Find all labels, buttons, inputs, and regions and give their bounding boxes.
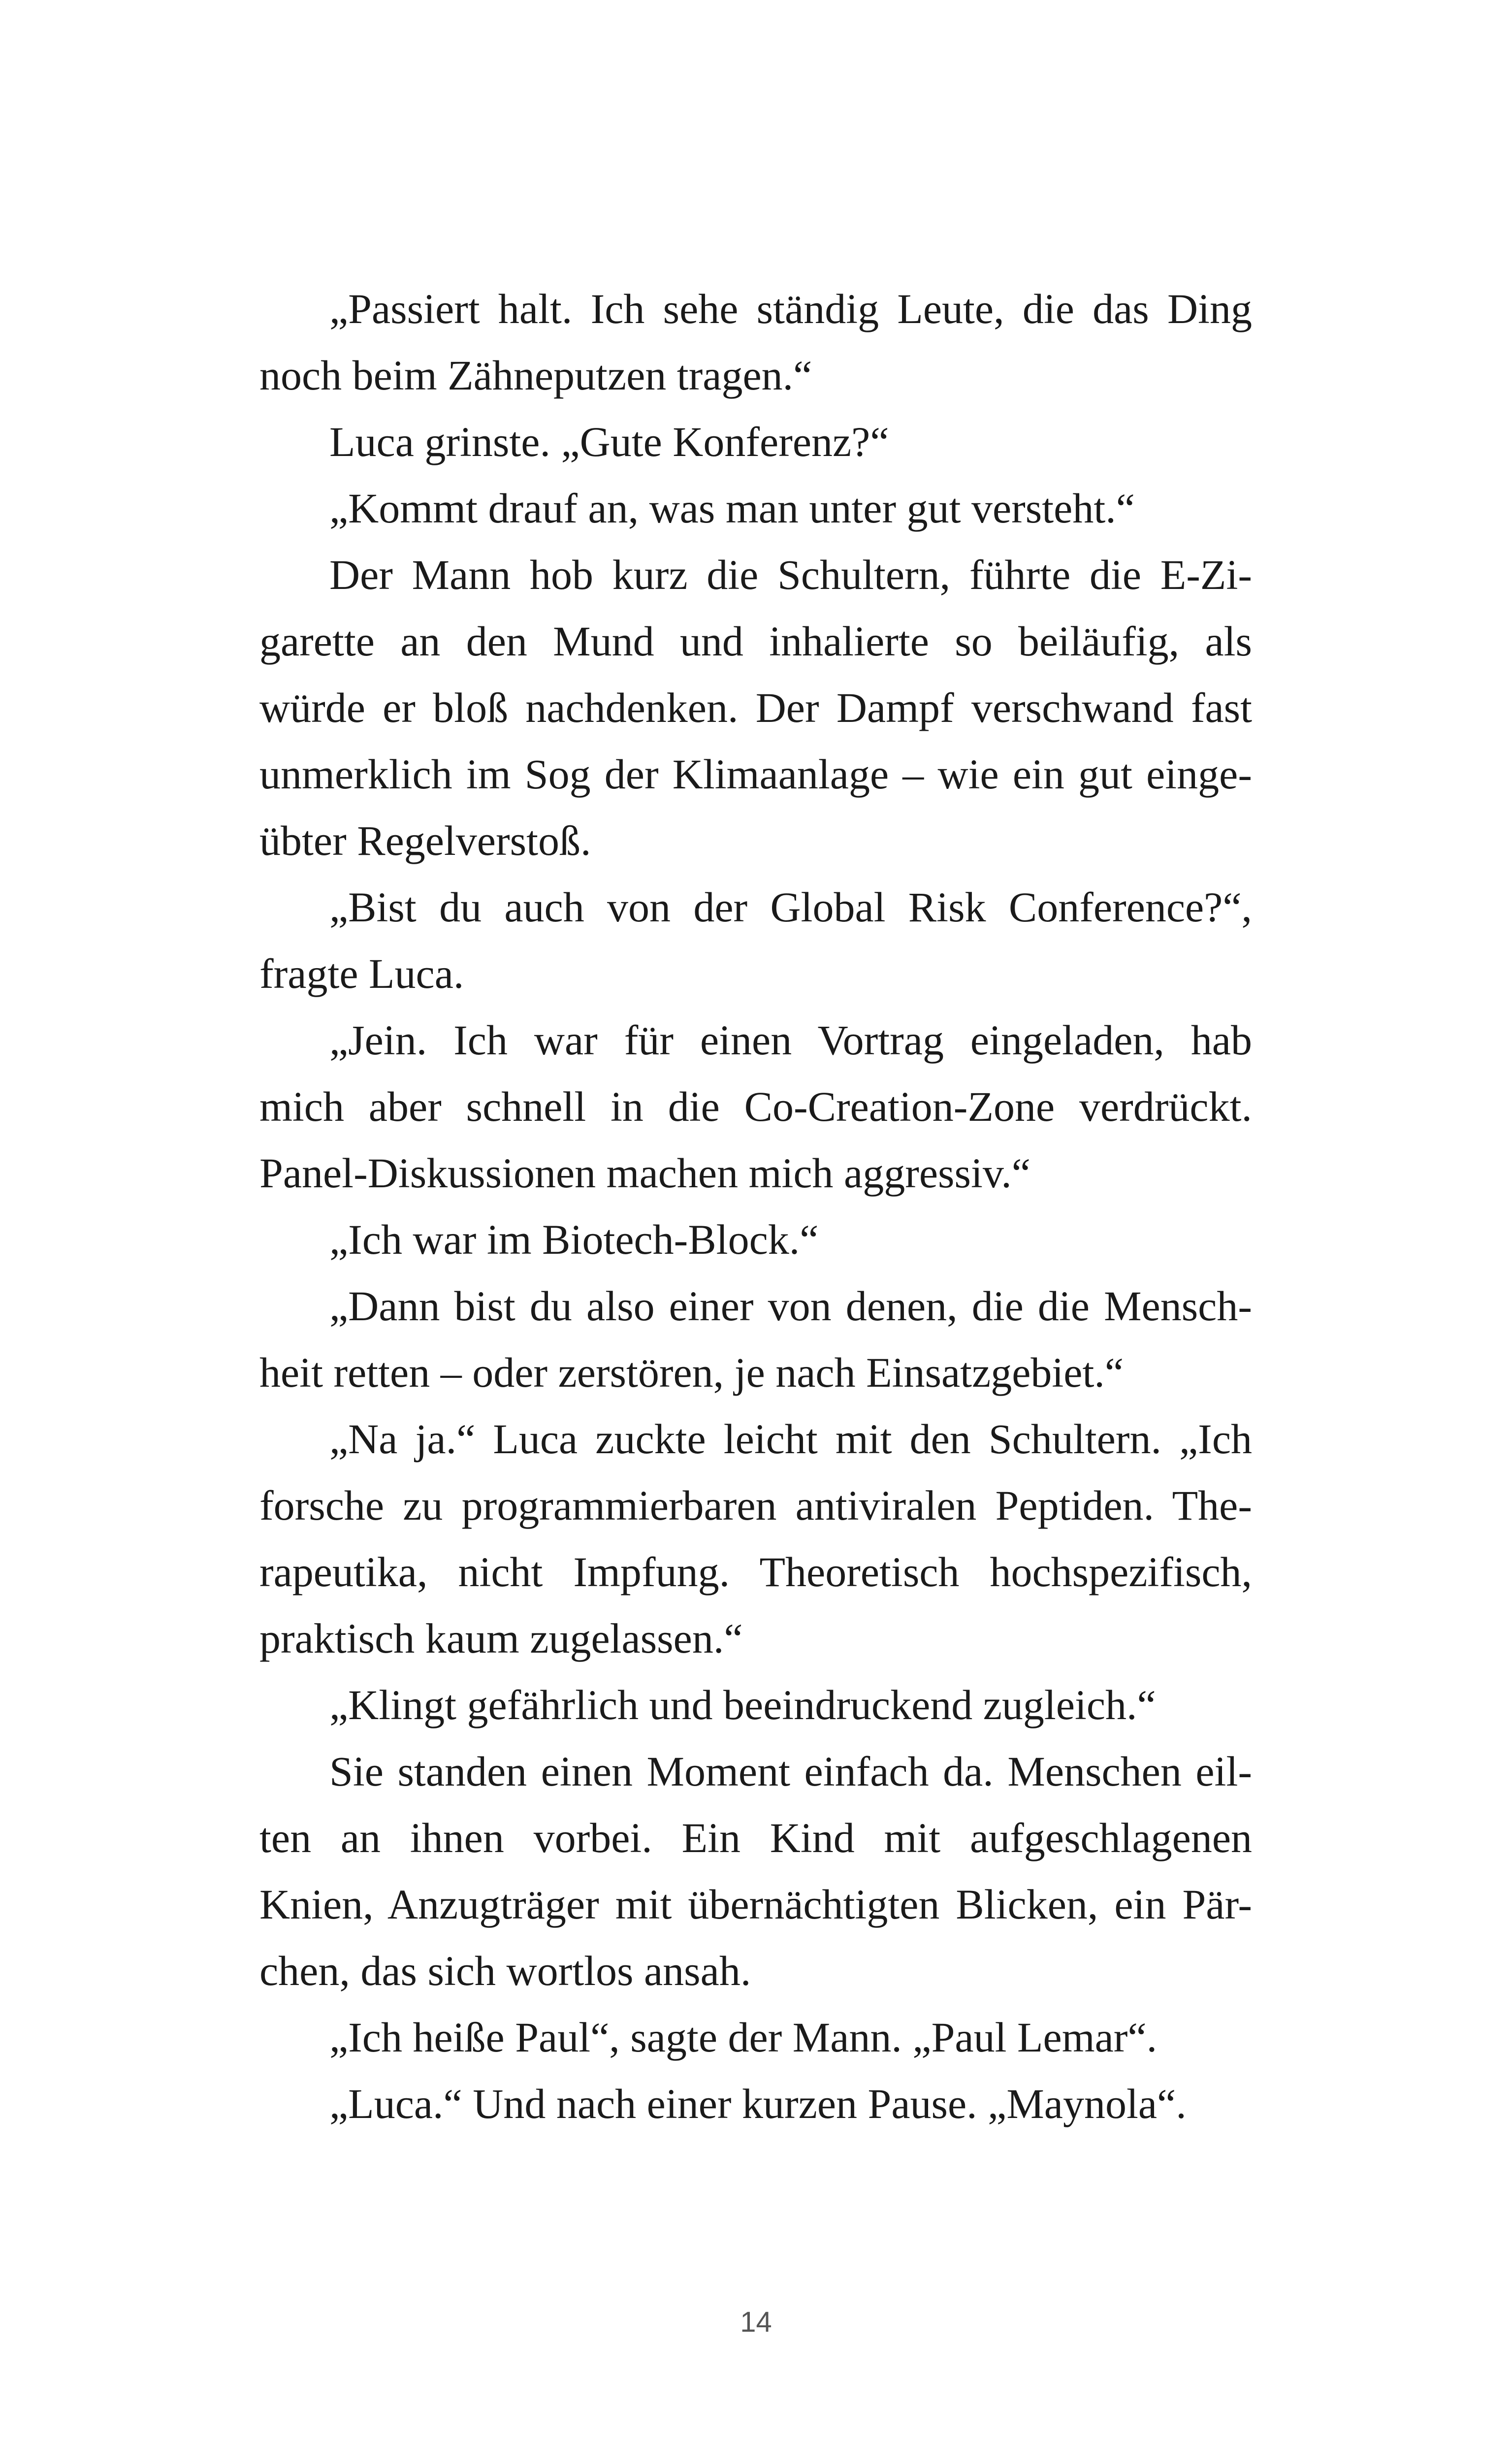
- body-text: [259, 276, 1252, 2137]
- text-line: chen, das sich wortlos ansah.: [259, 1947, 751, 1994]
- text-line: noch beim Zähneputzen tragen.“: [259, 352, 812, 399]
- text-line: forsche zu programmierbaren antiviralen Peptiden. The-: [259, 1482, 1252, 1529]
- text-line: „Ich heiße Paul“, sagte der Mann. „Paul Lemar“.: [329, 2014, 1158, 2061]
- text-line: übter Regelverstoß.: [259, 817, 591, 864]
- text-line: Panel-Diskussionen machen mich aggressiv.“: [259, 1149, 1030, 1197]
- text-line: Der Mann hob kurz die Schultern, führte die E-Zi-: [329, 551, 1252, 598]
- text-line: rapeutika, nicht Impfung. Theoretisch hochspezifisch,: [259, 1548, 1252, 1596]
- text-line: Luca grinste. „Gute Konferenz?“: [329, 418, 889, 465]
- text-line: „Ich war im Biotech-Block.“: [329, 1216, 819, 1263]
- text-line: „Luca.“ Und nach einer kurzen Pause. „Maynola“.: [329, 2080, 1187, 2127]
- text-line: Knien, Anzugträger mit übernächtigten Blicken, ein Pär-: [259, 1881, 1252, 1928]
- text-line: heit retten – oder zerstören, je nach Einsatzgebiet.“: [259, 1349, 1124, 1396]
- text-line: „Na ja.“ Luca zuckte leicht mit den Schultern. „Ich: [329, 1415, 1252, 1463]
- text-line: praktisch kaum zugelassen.“: [259, 1615, 743, 1662]
- text-line: „Dann bist du also einer von denen, die die Mensch-: [329, 1282, 1252, 1330]
- text-line: ten an ihnen vorbei. Ein Kind mit aufgeschlagenen: [259, 1814, 1252, 1861]
- text-line: Sie standen einen Moment einfach da. Menschen eil-: [329, 1748, 1252, 1795]
- text-line: „Kommt drauf an, was man unter gut versteht.“: [329, 485, 1135, 532]
- text-line: unmerklich im Sog der Klimaanlage – wie ein gut einge-: [259, 750, 1252, 798]
- text-line: „Bist du auch von der Global Risk Conference?“,: [329, 883, 1252, 931]
- text-line: fragte Luca.: [259, 950, 464, 997]
- text-line: würde er bloß nachdenken. Der Dampf verschwand fast: [259, 684, 1252, 731]
- text-line: „Jein. Ich war für einen Vortrag eingeladen, hab: [329, 1016, 1252, 1064]
- text-line: garette an den Mund und inhalierte so beiläufig, als: [259, 618, 1252, 665]
- text-line: „Passiert halt. Ich sehe ständig Leute, die das Ding: [329, 285, 1252, 332]
- page-number: 14: [740, 2306, 772, 2338]
- text-line: „Klingt gefährlich und beeindruckend zugleich.“: [329, 1681, 1156, 1728]
- text-line: mich aber schnell in die Co-Creation-Zone verdrückt.: [259, 1083, 1252, 1130]
